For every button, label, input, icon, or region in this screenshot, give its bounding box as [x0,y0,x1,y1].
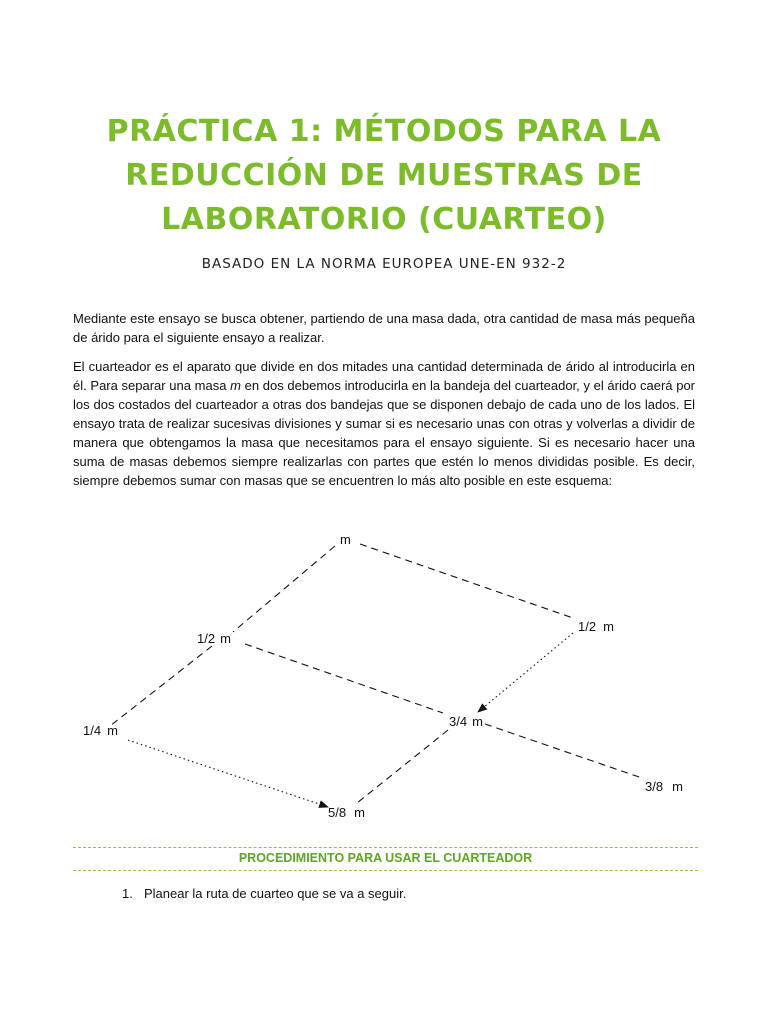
edge-quarter-to-five-eighths [128,740,328,807]
document-title [60,110,708,242]
edge-m-to-half-left [233,546,335,632]
mass-symbol: m [230,378,241,393]
node-quarter [83,723,118,738]
node-three-eighths-fraction: 3/8 [645,779,664,794]
section-rule-bottom [73,870,698,871]
quartering-paragraph-part-2: en dos debemos introducirla en la bandeja del cuarteador, y el árido caerá por los dos costados del cuarteador a otras dos bandejas que se disponen debajo de cada uno de los lados. El ensayo trata de realizar sucesivas divisiones y sumar si es necesario unas con otras y volverlas a dividir de manera que obtengamos la masa que necesitamos para el ensayo siguiente. Si es necesario hacer una suma de masas debemos siempre realizarlas con partes que estén lo menos divididas posible. Es decir, siempre debemos sumar con masas que se encuentren lo más alto posible en este esquema: [73,378,696,488]
edge-half-left-to-quarter [110,646,212,726]
edge-half-right-to-three-quarters [478,633,573,712]
node-m-unit: m [340,532,351,547]
section-rule-top [73,847,698,848]
step-number: 1. [122,886,133,901]
node-half-right [578,619,614,634]
title-line-2: REDUCCIÓN DE MUESTRAS DE [125,158,643,193]
node-half-right-fraction: 1/2 [578,619,597,634]
title-line-3: LABORATORIO (CUARTEO) [161,202,607,237]
node-five-eighths-fraction: 5/8 [328,805,347,820]
node-three-quarters-unit: m [472,714,483,729]
node-three-quarters-fraction: 3/4 [449,714,468,729]
node-three-quarters [449,714,483,729]
node-half-left [197,631,231,646]
node-three-eighths [645,779,683,794]
quartering-paragraph-part-1: El cuarteador es el aparato que divide en dos mitades una cantidad determinada de árido al introducirla en él. Para separar una masa [73,359,695,393]
node-half-right-unit: m [603,619,614,634]
title-line-1: PRÁCTICA 1: MÉTODOS PARA LA [106,114,662,149]
node-five-eighths [328,805,365,820]
intro-paragraph: Mediante este ensayo se busca obtener, partiendo de una masa dada, otra cantidad de masa más pequeña de árido para el siguiente ensayo a realizar. [73,311,695,345]
section-heading: PROCEDIMIENTO PARA USAR EL CUARTEADOR [238,851,533,865]
edge-half-left-to-three-quarters [245,644,443,713]
procedure-steps [122,886,682,901]
node-half-left-unit: m [220,631,231,646]
document-subtitle: BASADO EN LA NORMA EUROPEA UNE-EN 932-2 [201,256,567,272]
node-quarter-fraction: 1/4 [83,723,102,738]
node-quarter-unit: m [107,723,118,738]
node-m [340,532,351,547]
list-item [122,886,682,901]
node-five-eighths-unit: m [354,805,365,820]
step-text: Planear la ruta de cuarteo que se va a seguir. [144,886,407,901]
quartering-diagram [60,520,720,830]
node-three-eighths-unit: m [672,779,683,794]
edge-three-quarters-to-five-eighths [357,730,448,803]
quartering-paragraph [73,357,695,490]
edge-m-to-half-right [360,544,573,618]
edge-three-quarters-to-three-eighths [485,724,642,778]
node-half-left-fraction: 1/2 [197,631,216,646]
